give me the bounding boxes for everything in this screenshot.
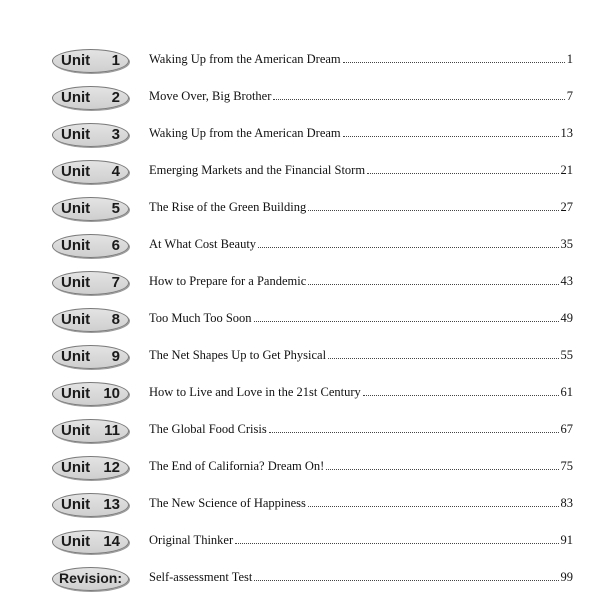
page-number: 55 bbox=[560, 348, 573, 362]
toc-entry-line bbox=[149, 52, 573, 70]
toc-entry-line bbox=[149, 311, 573, 329]
unit-label: Unit bbox=[61, 496, 91, 513]
page-number: 13 bbox=[560, 126, 573, 140]
unit-label: Unit bbox=[61, 422, 91, 439]
page-number: 61 bbox=[560, 385, 573, 399]
unit-badge bbox=[52, 308, 129, 332]
unit-title: Too Much Too Soon bbox=[149, 311, 252, 325]
toc-entry-unit-13[interactable] bbox=[0, 490, 600, 520]
page-number: 83 bbox=[560, 496, 573, 510]
unit-label: Unit bbox=[61, 459, 91, 476]
page-number: 27 bbox=[560, 200, 573, 214]
unit-badge bbox=[52, 86, 129, 110]
unit-label: Unit bbox=[61, 89, 91, 106]
toc-entry-unit-5[interactable] bbox=[0, 194, 600, 224]
unit-label: Unit bbox=[61, 533, 91, 550]
toc-entry-unit-7[interactable] bbox=[0, 268, 600, 298]
unit-number: 13 bbox=[103, 496, 120, 513]
unit-badge bbox=[52, 419, 129, 443]
unit-number: 11 bbox=[104, 422, 120, 439]
unit-title: Emerging Markets and the Financial Storm bbox=[149, 163, 366, 177]
unit-label: Unit bbox=[61, 311, 91, 328]
unit-number: 4 bbox=[111, 163, 120, 180]
dot-leader bbox=[273, 99, 564, 100]
toc-entry-line bbox=[149, 459, 573, 477]
unit-number: 8 bbox=[111, 311, 120, 328]
unit-number: 2 bbox=[111, 89, 120, 106]
unit-number: 10 bbox=[103, 385, 120, 402]
unit-badge bbox=[52, 530, 129, 554]
unit-label: Unit bbox=[61, 126, 91, 143]
toc-entry-unit-9[interactable] bbox=[0, 342, 600, 372]
unit-title: Move Over, Big Brother bbox=[149, 89, 272, 103]
dot-leader bbox=[326, 469, 558, 470]
dot-leader bbox=[308, 506, 559, 507]
toc-entry-unit-3[interactable] bbox=[0, 120, 600, 150]
unit-title: How to Prepare for a Pandemic bbox=[149, 274, 307, 288]
page-number: 1 bbox=[566, 52, 573, 66]
page-number: 49 bbox=[560, 311, 573, 325]
page-number: 7 bbox=[566, 89, 573, 103]
page-number: 75 bbox=[560, 459, 573, 473]
toc-entry-line bbox=[149, 89, 573, 107]
unit-title: Waking Up from the American Dream bbox=[149, 52, 341, 66]
page-number: 99 bbox=[560, 570, 573, 584]
unit-badge bbox=[52, 493, 129, 517]
unit-number: 1 bbox=[111, 52, 120, 69]
page-number: 43 bbox=[560, 274, 573, 288]
unit-title: The End of California? Dream On! bbox=[149, 459, 325, 473]
unit-badge bbox=[52, 160, 129, 184]
unit-label: Unit bbox=[61, 274, 91, 291]
dot-leader bbox=[363, 395, 559, 396]
toc-entry-line bbox=[149, 533, 573, 551]
unit-number: 12 bbox=[103, 459, 120, 476]
unit-badge bbox=[52, 49, 129, 73]
page-number: 35 bbox=[560, 237, 573, 251]
unit-number: 7 bbox=[111, 274, 120, 291]
unit-badge bbox=[52, 123, 129, 147]
toc-entry-line bbox=[149, 274, 573, 292]
unit-label: Unit bbox=[61, 237, 91, 254]
toc-entry-unit-10[interactable] bbox=[0, 379, 600, 409]
unit-badge bbox=[52, 234, 129, 258]
revision-title: Self-assessment Test bbox=[149, 570, 253, 584]
toc-entry-line bbox=[149, 200, 573, 218]
toc-entry-line bbox=[149, 422, 573, 440]
page-number: 67 bbox=[560, 422, 573, 436]
toc-entry-line bbox=[149, 570, 573, 588]
unit-badge bbox=[52, 345, 129, 369]
unit-number: 3 bbox=[111, 126, 120, 143]
toc-entry-unit-8[interactable] bbox=[0, 305, 600, 335]
unit-title: The New Science of Happiness bbox=[149, 496, 306, 510]
unit-number: 5 bbox=[111, 200, 120, 217]
unit-number: 6 bbox=[111, 237, 120, 254]
dot-leader bbox=[235, 543, 558, 544]
dot-leader bbox=[269, 432, 559, 433]
revision-badge bbox=[52, 567, 129, 591]
unit-badge bbox=[52, 197, 129, 221]
unit-label: Unit bbox=[61, 163, 91, 180]
toc-entry-line bbox=[149, 237, 573, 255]
unit-label: Unit bbox=[61, 385, 91, 402]
unit-title: At What Cost Beauty bbox=[149, 237, 257, 251]
toc-entry-unit-1[interactable] bbox=[0, 46, 600, 76]
toc-entry-unit-6[interactable] bbox=[0, 231, 600, 261]
dot-leader bbox=[343, 136, 559, 137]
toc-entry-line bbox=[149, 163, 573, 181]
unit-badge bbox=[52, 382, 129, 406]
unit-badge bbox=[52, 456, 129, 480]
dot-leader bbox=[254, 321, 559, 322]
toc-entry-revision[interactable] bbox=[0, 564, 600, 594]
toc-entry-unit-4[interactable] bbox=[0, 157, 600, 187]
dot-leader bbox=[254, 580, 558, 581]
toc-entry-line bbox=[149, 496, 573, 514]
toc-entry-unit-2[interactable] bbox=[0, 83, 600, 113]
unit-label: Unit bbox=[61, 348, 91, 365]
dot-leader bbox=[258, 247, 558, 248]
dot-leader bbox=[343, 62, 565, 63]
unit-title: The Rise of the Green Building bbox=[149, 200, 307, 214]
unit-title: How to Live and Love in the 21st Century bbox=[149, 385, 361, 399]
dot-leader bbox=[367, 173, 558, 174]
unit-title: Original Thinker bbox=[149, 533, 234, 547]
unit-title: Waking Up from the American Dream bbox=[149, 126, 341, 140]
unit-title: The Global Food Crisis bbox=[149, 422, 267, 436]
toc-entry-unit-12[interactable] bbox=[0, 453, 600, 483]
dot-leader bbox=[308, 284, 558, 285]
unit-number: 14 bbox=[103, 533, 120, 550]
unit-title: The Net Shapes Up to Get Physical bbox=[149, 348, 327, 362]
dot-leader bbox=[328, 358, 558, 359]
toc-entry-unit-11[interactable] bbox=[0, 416, 600, 446]
toc-entry-unit-14[interactable] bbox=[0, 527, 600, 557]
revision-label: Revision: bbox=[58, 570, 122, 586]
toc-entry-line bbox=[149, 126, 573, 144]
unit-label: Unit bbox=[61, 200, 91, 217]
page-number: 91 bbox=[560, 533, 573, 547]
unit-number: 9 bbox=[111, 348, 120, 365]
toc-entry-line bbox=[149, 385, 573, 403]
unit-label: Unit bbox=[61, 52, 91, 69]
unit-badge bbox=[52, 271, 129, 295]
page-number: 21 bbox=[560, 163, 573, 177]
dot-leader bbox=[308, 210, 558, 211]
toc-entry-line bbox=[149, 348, 573, 366]
